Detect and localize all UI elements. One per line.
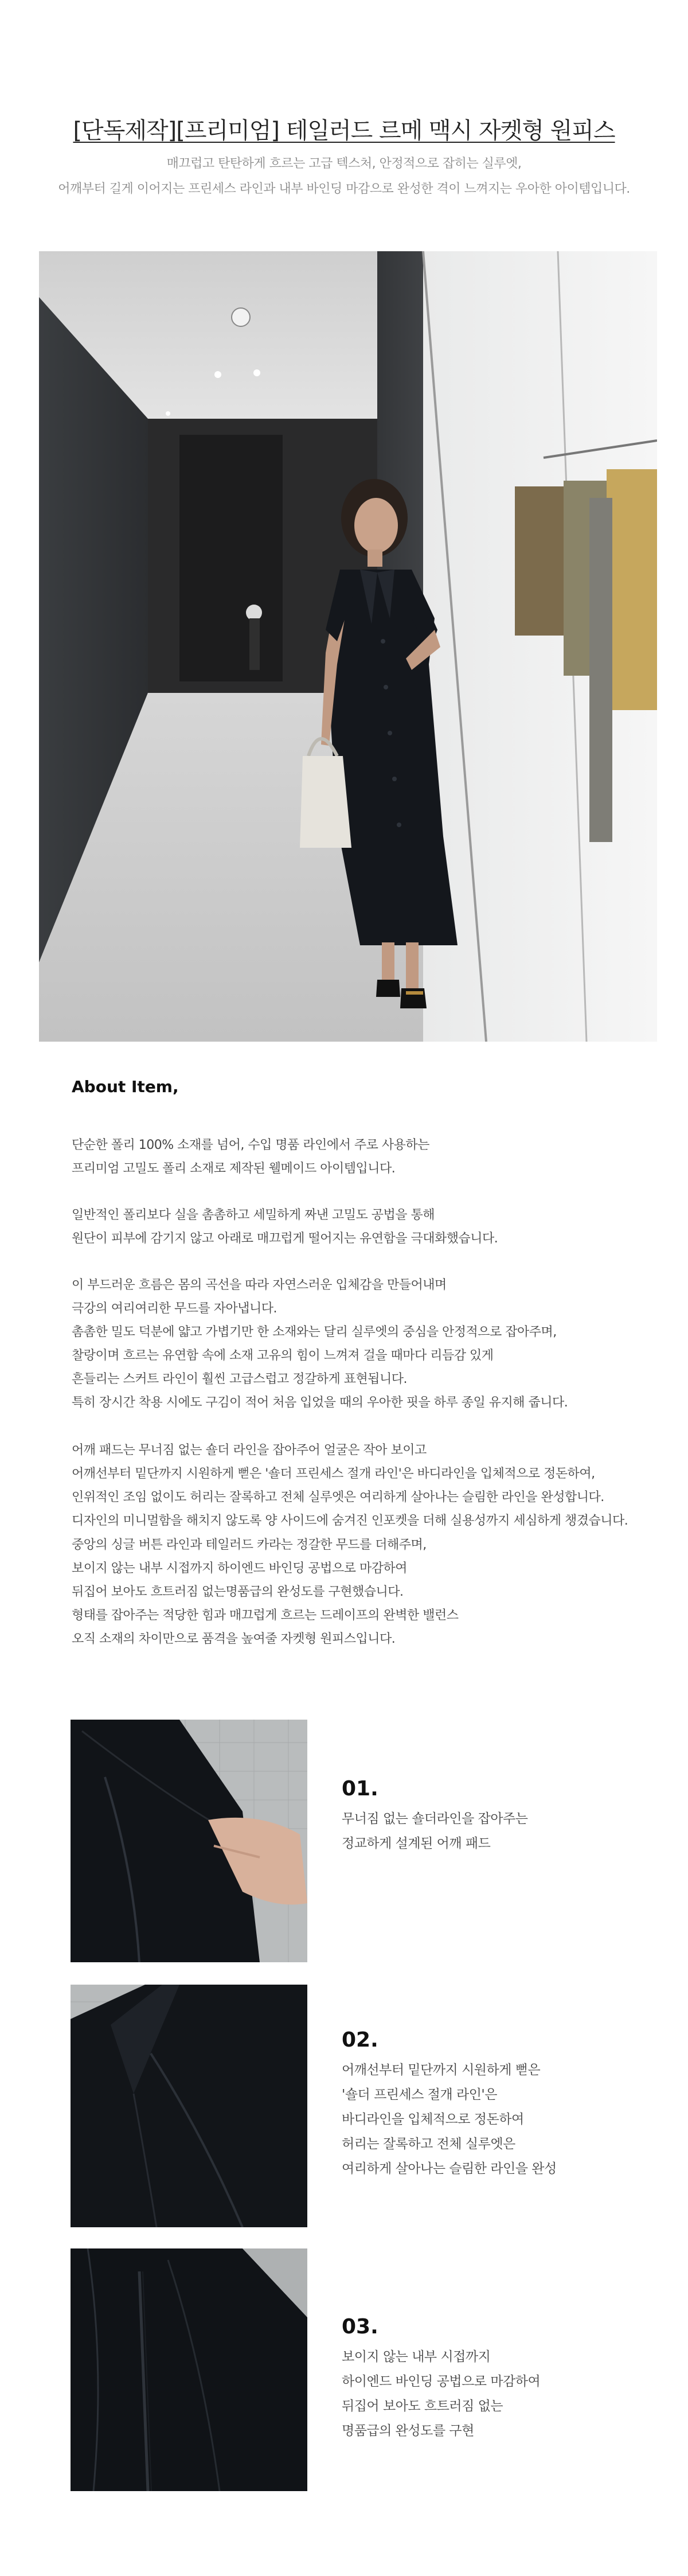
detail-number-2: 02. xyxy=(342,2028,378,2052)
about-line: 특히 장시간 착용 시에도 구김이 적어 처음 입었을 때의 우아한 핏을 하루 종일 유지해 줍니다. xyxy=(72,1396,568,1410)
about-line: 프리미엄 고밀도 폴리 소재로 제작된 웰메이드 아이템입니다. xyxy=(72,1162,396,1176)
about-paragraph-5 xyxy=(72,1533,459,1651)
detail-photo-shoulder-pad xyxy=(71,1720,307,1962)
detail-photo-3-illustration xyxy=(71,2248,307,2491)
detail-text-3 xyxy=(342,2345,540,2444)
about-line: 단순한 폴리 100% 소재를 넘어, 수입 명품 라인에서 주로 사용하는 xyxy=(72,1138,429,1152)
about-line: 촘촘한 밀도 덕분에 얇고 가볍기만 한 소재와는 달리 실루엣의 중심을 안정적으로 잡아주며, xyxy=(72,1325,557,1339)
about-item-heading: About Item, xyxy=(72,1077,179,1096)
detail-photo-1-illustration xyxy=(71,1720,307,1962)
detail-photo-binding-seam xyxy=(71,2248,307,2491)
about-line: 어깨선부터 밑단까지 시원하게 뻗은 '숄더 프린세스 절개 라인'은 바디라인을 입체적으로 정돈하여, xyxy=(72,1467,595,1481)
about-line: 일반적인 폴리보다 실을 촘촘하고 세밀하게 짜낸 고밀도 공법을 통해 xyxy=(72,1208,435,1222)
detail-line: 하이엔드 바인딩 공법으로 마감하여 xyxy=(342,2374,541,2389)
detail-line: 명품급의 완성도를 구현 xyxy=(342,2423,474,2438)
about-paragraph-3 xyxy=(72,1273,568,1414)
detail-text-2 xyxy=(342,2058,557,2181)
product-subtitle-line-1: 매끄럽고 탄탄하게 흐르는 고급 텍스처, 안정적으로 잡히는 실루엣, xyxy=(166,157,522,171)
about-line: 찰랑이며 흐르는 유연함 속에 소재 고유의 힘이 느껴져 걸을 때마다 리듬감 있게 xyxy=(72,1349,494,1363)
detail-number-1: 01. xyxy=(342,1777,378,1801)
product-title: [단독제작][프리미엄] 테일러드 르메 맥시 자켓형 원피스 xyxy=(73,118,615,144)
hero-photo-illustration xyxy=(39,251,657,1042)
about-line: 이 부드러운 흐름은 몸의 곡선을 따라 자연스러운 입체감을 만들어내며 xyxy=(72,1278,447,1292)
about-paragraph-4 xyxy=(72,1439,628,1533)
about-paragraph-1 xyxy=(72,1133,429,1180)
detail-line: 정교하게 설계된 어깨 패드 xyxy=(342,1836,491,1851)
detail-photo-princess-line xyxy=(71,1985,307,2227)
about-line: 극강의 여리여리한 무드를 자아냅니다. xyxy=(72,1301,277,1316)
hero-product-photo xyxy=(39,251,657,1042)
about-line: 보이지 않는 내부 시접까지 하이엔드 바인딩 공법으로 마감하여 xyxy=(72,1561,408,1576)
about-line: 오직 소재의 차이만으로 품격을 높여줄 자켓형 원피스입니다. xyxy=(72,1632,396,1646)
detail-photo-2-illustration xyxy=(71,1985,307,2227)
detail-line: 보이지 않는 내부 시접까지 xyxy=(342,2349,491,2364)
product-subtitle-line-2: 어깨부터 길게 이어지는 프린세스 라인과 내부 바인딩 마감으로 완성한 격이 느껴지는 우아한 아이템입니다. xyxy=(58,182,630,196)
detail-line: 여리하게 살아나는 슬림한 라인을 완성 xyxy=(342,2161,557,2176)
about-line: 어깨 패드는 무너짐 없는 숄더 라인을 잡아주어 얼굴은 작아 보이고 xyxy=(72,1443,427,1457)
about-line: 형태를 잡아주는 적당한 힘과 매끄럽게 흐르는 드레이프의 완벽한 밸런스 xyxy=(72,1608,459,1623)
about-line: 중앙의 싱글 버튼 라인과 테일러드 카라는 정갈한 무드를 더해주며, xyxy=(72,1538,427,1552)
detail-line: '숄더 프린세스 절개 라인'은 xyxy=(342,2087,497,2102)
about-line: 뒤집어 보아도 흐트러짐 없는명품급의 완성도를 구현했습니다. xyxy=(72,1585,404,1599)
detail-number-3: 03. xyxy=(342,2315,378,2339)
about-paragraph-2 xyxy=(72,1203,498,1250)
about-line: 디자인의 미니멀함을 해치지 않도록 양 사이드에 숨겨진 인포켓을 더해 실용성까지 세심하게 챙겼습니다. xyxy=(72,1514,628,1528)
about-line: 흔들리는 스커트 라인이 훨씬 고급스럽고 정갈하게 표현됩니다. xyxy=(72,1372,408,1386)
detail-text-1 xyxy=(342,1807,528,1856)
detail-line: 허리는 잘록하고 전체 실루엣은 xyxy=(342,2137,515,2152)
about-line: 인위적인 조임 없이도 허리는 잘록하고 전체 실루엣은 여리하게 살아나는 슬림한 라인을 완성합니다. xyxy=(72,1490,604,1505)
about-line: 원단이 피부에 감기지 않고 아래로 매끄럽게 떨어지는 유연함을 극대화했습니다. xyxy=(72,1232,498,1246)
detail-line: 바디라인을 입체적으로 정돈하여 xyxy=(342,2112,524,2127)
detail-line: 어깨선부터 밑단까지 시원하게 뻗은 xyxy=(342,2063,541,2078)
detail-line: 뒤집어 보아도 흐트러짐 없는 xyxy=(342,2399,503,2414)
detail-line: 무너짐 없는 숄더라인을 잡아주는 xyxy=(342,1811,528,1826)
